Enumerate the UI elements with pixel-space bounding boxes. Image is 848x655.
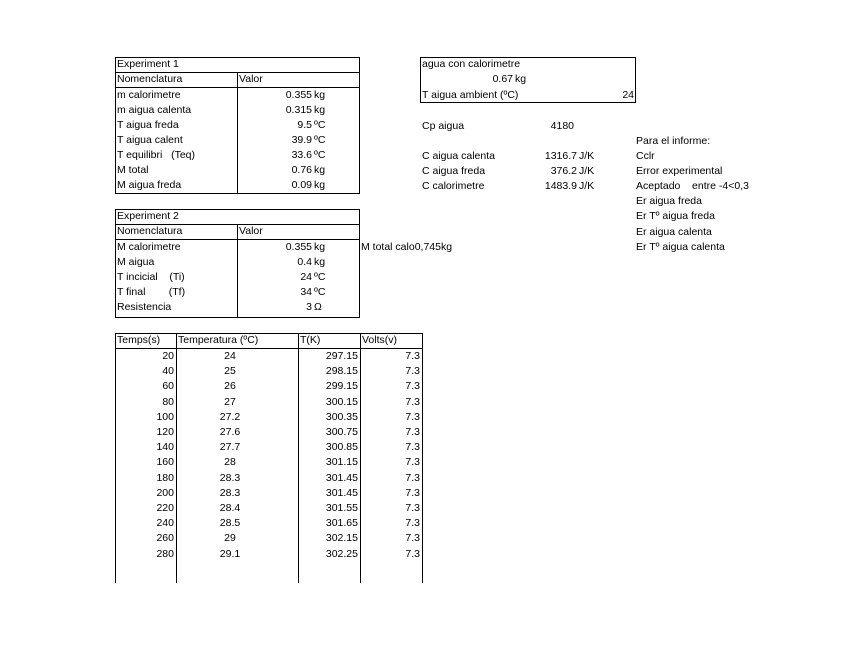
- exp1-row-value: 39.9: [291, 134, 312, 146]
- temps-cell-time: 280: [156, 547, 174, 560]
- heat-cap-value: 376.2: [550, 165, 577, 177]
- exp1-row-name: m calorimetre: [117, 89, 181, 101]
- temps-cell-temp: 27.7: [219, 441, 241, 454]
- temps-cell-temp: 27.6: [219, 426, 241, 438]
- agua-box-title: agua con calorimetre: [422, 58, 521, 70]
- temps-cell-volts: 7.3: [405, 395, 420, 408]
- exp1-row-value: 0.09: [291, 179, 312, 191]
- heat-cap-unit: J/K: [579, 165, 595, 177]
- temps-cell-temp: 29.1: [219, 547, 241, 560]
- temps-cell-kelvin: 300.75: [325, 426, 358, 438]
- informe-item: Error experimental: [636, 165, 723, 177]
- heat-cap-label: C aigua freda: [422, 165, 486, 177]
- temps-cell-time: 80: [162, 395, 174, 408]
- exp1-row-value: 0.315: [285, 104, 312, 116]
- exp1-row-name: T aigua freda: [117, 119, 179, 131]
- exp1-row-value: 0.76: [291, 164, 312, 176]
- temps-header-time: Temps(s): [117, 334, 161, 346]
- exp1-row-name: m aigua calenta: [117, 104, 192, 116]
- exp2-row-value: 34: [300, 286, 312, 298]
- temps-header-kelvin: T(K): [300, 334, 321, 346]
- temps-cell-temp: 27.2: [219, 410, 241, 423]
- temps-cell-temp: 26: [224, 380, 236, 393]
- temps-cell-volts: 7.3: [405, 365, 420, 378]
- exp2-row-value: 0.355: [285, 241, 312, 253]
- temps-cell-volts: 7.3: [405, 441, 420, 454]
- temps-cell-temp: 28.4: [219, 502, 241, 514]
- temps-cell-volts: 7.3: [405, 502, 420, 514]
- temps-cell-kelvin: 301.45: [325, 471, 358, 484]
- temps-cell-volts: 7.3: [405, 532, 420, 545]
- exp2-row-name: Resistencia: [117, 301, 172, 313]
- exp1-row-unit: kg: [314, 179, 326, 191]
- exp2-row-name: T final (Tf): [117, 286, 186, 298]
- exp1-row-value: 0.355: [285, 89, 312, 101]
- cp-value: 4180: [550, 120, 574, 132]
- temps-cell-kelvin: 300.35: [325, 410, 358, 423]
- temps-cell-volts: 7.3: [405, 410, 420, 423]
- informe-item: Er aigua calenta: [636, 226, 712, 238]
- temps-cell-temp: 28.5: [219, 517, 241, 530]
- temps-cell-volts: 7.3: [405, 471, 420, 484]
- exp1-header-name: Nomenclatura: [117, 73, 183, 85]
- exp2-row-value: 0.4: [297, 256, 312, 268]
- exp2-row-unit: ºC: [314, 271, 326, 283]
- temps-cell-volts: 7.3: [405, 456, 420, 469]
- m-total-calorimetre-note: M total calo0,745kg: [361, 241, 453, 253]
- exp1-row-unit: kg: [314, 89, 326, 101]
- informe-item: Cclr: [636, 150, 655, 162]
- temps-cell-time: 20: [162, 350, 174, 362]
- exp1-row-name: T equilibri (Teq): [117, 149, 196, 161]
- temps-cell-time: 100: [156, 410, 174, 423]
- exp1-row-unit: kg: [314, 104, 326, 116]
- ambient-temp-value: 24: [622, 89, 634, 101]
- exp1-header-value: Valor: [239, 73, 263, 85]
- exp1-row-unit: ºC: [314, 149, 326, 161]
- exp1-row-name: T aigua calent: [117, 134, 183, 146]
- temps-cell-temp: 25: [224, 365, 236, 378]
- temps-cell-temp: 24: [224, 350, 236, 362]
- heat-cap-label: C aigua calenta: [422, 150, 495, 162]
- exp2-row-unit: kg: [314, 256, 326, 268]
- temps-cell-kelvin: 302.25: [325, 547, 358, 560]
- temps-cell-temp: 27: [224, 395, 236, 408]
- exp1-title: Experiment 1: [117, 58, 179, 70]
- informe-item: Er aigua freda: [636, 195, 702, 207]
- temps-cell-time: 200: [156, 486, 174, 499]
- temps-cell-kelvin: 301.15: [325, 456, 358, 469]
- exp2-row-value: 3: [306, 301, 312, 313]
- exp1-row-name: M total: [117, 164, 149, 176]
- exp1-row-value: 33.6: [291, 149, 312, 161]
- temps-cell-kelvin: 301.55: [325, 502, 358, 514]
- temps-cell-time: 220: [156, 502, 174, 514]
- exp1-row-unit: kg: [314, 164, 326, 176]
- temps-header-volts: Volts(v): [362, 334, 398, 346]
- exp2-row-unit: Ω: [314, 301, 322, 313]
- temps-cell-volts: 7.3: [405, 426, 420, 438]
- exp2-row-name: M calorimetre: [117, 241, 181, 253]
- temps-cell-kelvin: 301.65: [325, 517, 358, 530]
- exp2-row-unit: ºC: [314, 286, 326, 298]
- temps-cell-time: 240: [156, 517, 174, 530]
- temps-cell-volts: 7.3: [405, 517, 420, 530]
- exp1-row-unit: ºC: [314, 134, 326, 146]
- temps-cell-time: 260: [156, 532, 174, 545]
- temps-cell-kelvin: 299.15: [325, 380, 358, 393]
- exp1-row-name: M aigua freda: [117, 179, 182, 191]
- temps-cell-kelvin: 300.85: [325, 441, 358, 454]
- temps-cell-volts: 7.3: [405, 486, 420, 499]
- temps-cell-time: 40: [162, 365, 174, 378]
- informe-item: Er Tº aigua calenta: [636, 241, 725, 253]
- heat-cap-value: 1316.7: [544, 150, 577, 162]
- ambient-temp-label: T aigua ambient (ºC): [422, 89, 519, 101]
- temps-cell-temp: 28: [224, 456, 236, 469]
- informe-item: Er Tº aigua freda: [636, 210, 715, 222]
- temps-cell-time: 120: [156, 426, 174, 438]
- cp-label: Cp aigua: [422, 120, 465, 132]
- temps-cell-time: 140: [156, 441, 174, 454]
- temps-vline: [422, 333, 423, 583]
- temps-cell-kelvin: 300.15: [325, 395, 358, 408]
- temps-cell-kelvin: 301.45: [325, 486, 358, 499]
- temps-cell-volts: 7.3: [405, 380, 420, 393]
- heat-cap-label: C calorimetre: [422, 180, 485, 192]
- informe-title: Para el informe:: [636, 135, 711, 147]
- exp1-row-unit: ºC: [314, 119, 326, 131]
- temps-cell-temp: 28.3: [219, 486, 241, 499]
- exp1-row-value: 9.5: [297, 119, 312, 131]
- temps-header-temp: Temperatura (ºC): [178, 334, 259, 346]
- temps-cell-temp: 28.3: [219, 471, 241, 484]
- temps-cell-time: 60: [162, 380, 174, 393]
- exp2-header-name: Nomenclatura: [117, 225, 183, 237]
- exp2-header-value: Valor: [239, 225, 263, 237]
- informe-item: Aceptado entre -4<0,3: [636, 180, 749, 192]
- temps-cell-volts: 7.3: [405, 350, 420, 362]
- temps-cell-time: 160: [156, 456, 174, 469]
- exp2-row-value: 24: [300, 271, 312, 283]
- heat-cap-value: 1483.9: [544, 180, 577, 192]
- agua-box-mass-value: 0.67: [492, 73, 513, 85]
- temps-cell-temp: 29: [224, 532, 236, 545]
- temps-cell-volts: 7.3: [405, 547, 420, 560]
- heat-cap-unit: J/K: [579, 150, 595, 162]
- exp2-row-unit: kg: [314, 241, 326, 253]
- heat-cap-unit: J/K: [579, 180, 595, 192]
- temps-cell-kelvin: 302.15: [325, 532, 358, 545]
- exp2-title: Experiment 2: [117, 210, 179, 222]
- agua-box-mass-unit: kg: [515, 73, 527, 85]
- exp2-row-name: M aigua: [117, 256, 155, 268]
- temps-cell-time: 180: [156, 471, 174, 484]
- temps-cell-kelvin: 298.15: [325, 365, 358, 378]
- temps-cell-kelvin: 297.15: [325, 350, 358, 362]
- exp2-row-name: T incicial (Ti): [117, 271, 185, 283]
